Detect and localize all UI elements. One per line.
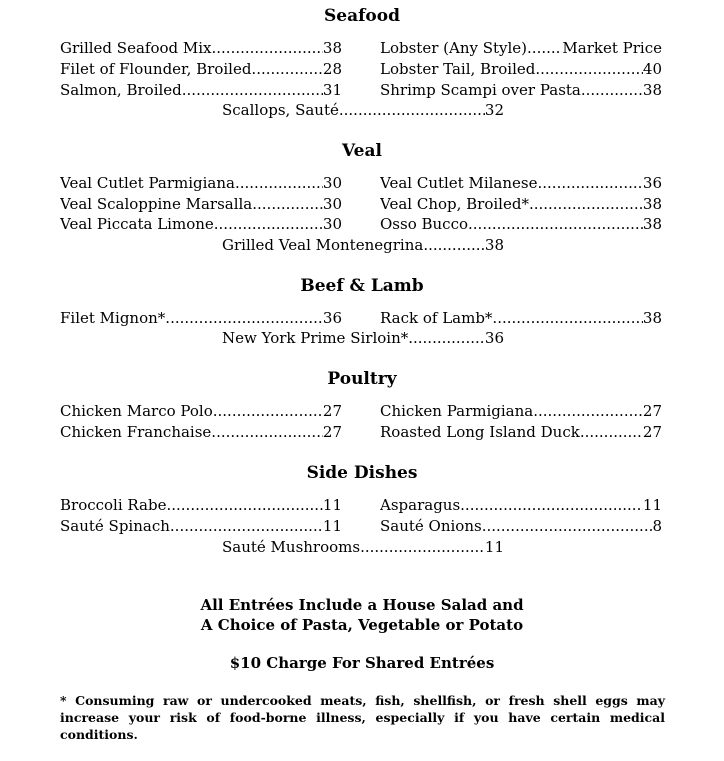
section-title-side-dishes: Side Dishes	[306, 463, 418, 483]
section-title-beef-lamb: Beef & Lamb	[300, 276, 424, 296]
menu-item: Osso Bucco ..... 38	[380, 214, 662, 234]
menu-item: Grilled Seafood Mix ..... 38	[60, 38, 342, 58]
note-house-salad: All Entrées Include a House Salad and	[200, 596, 524, 614]
menu-item: Filet of Flounder, Broiled ..... 28	[60, 59, 342, 79]
menu-item: Broccoli Rabe ..... 11	[60, 495, 342, 515]
food-safety-disclaimer: * Consuming raw or undercooked meats, fish, shellfish, or fresh shell eggs may increase your risk of food-borne illness, especially if you have certain medical conditions.	[60, 693, 665, 742]
menu-item: Grilled Veal Montenegrina ..... 38	[222, 235, 504, 255]
menu-item: Veal Cutlet Parmigiana ..... 30	[60, 173, 342, 193]
menu-item: Lobster (Any Style) ..... Market Price	[380, 38, 662, 58]
menu-item: Filet Mignon* ..... 36	[60, 308, 342, 328]
section-title-poultry: Poultry	[327, 369, 397, 389]
menu-item: Salmon, Broiled ..... 31	[60, 80, 342, 100]
menu-item: Lobster Tail, Broiled ..... 40	[380, 59, 662, 79]
menu-item: Sauté Onions ..... 8	[380, 516, 662, 536]
menu-item: Chicken Franchaise ..... 27	[60, 422, 342, 442]
menu-item: Scallops, Sauté ..... 32	[222, 100, 504, 120]
section-title-veal: Veal	[342, 141, 382, 161]
menu-item: Shrimp Scampi over Pasta ..... 38	[380, 80, 662, 100]
menu-item: Asparagus ..... 11	[380, 495, 662, 515]
note-choice-side: A Choice of Pasta, Vegetable or Potato	[200, 616, 524, 634]
menu-item: Chicken Parmigiana ..... 27	[380, 401, 662, 421]
note-shared-charge: $10 Charge For Shared Entrées	[229, 654, 495, 672]
menu-item: Sauté Spinach ..... 11	[60, 516, 342, 536]
menu-item: Sauté Mushrooms ..... 11	[222, 537, 504, 557]
menu-item: Veal Chop, Broiled* ..... 38	[380, 194, 662, 214]
menu-item: Chicken Marco Polo ..... 27	[60, 401, 342, 421]
section-title-seafood: Seafood	[324, 6, 400, 26]
menu-item: Veal Scaloppine Marsalla ..... 30	[60, 194, 342, 214]
menu-item: Roasted Long Island Duck ..... 27	[380, 422, 662, 442]
menu-item: Veal Cutlet Milanese ..... 36	[380, 173, 662, 193]
menu-item: Rack of Lamb* ..... 38	[380, 308, 662, 328]
menu-item: Veal Piccata Limone ..... 30	[60, 214, 342, 234]
menu-item: New York Prime Sirloin* ..... 36	[222, 328, 504, 348]
